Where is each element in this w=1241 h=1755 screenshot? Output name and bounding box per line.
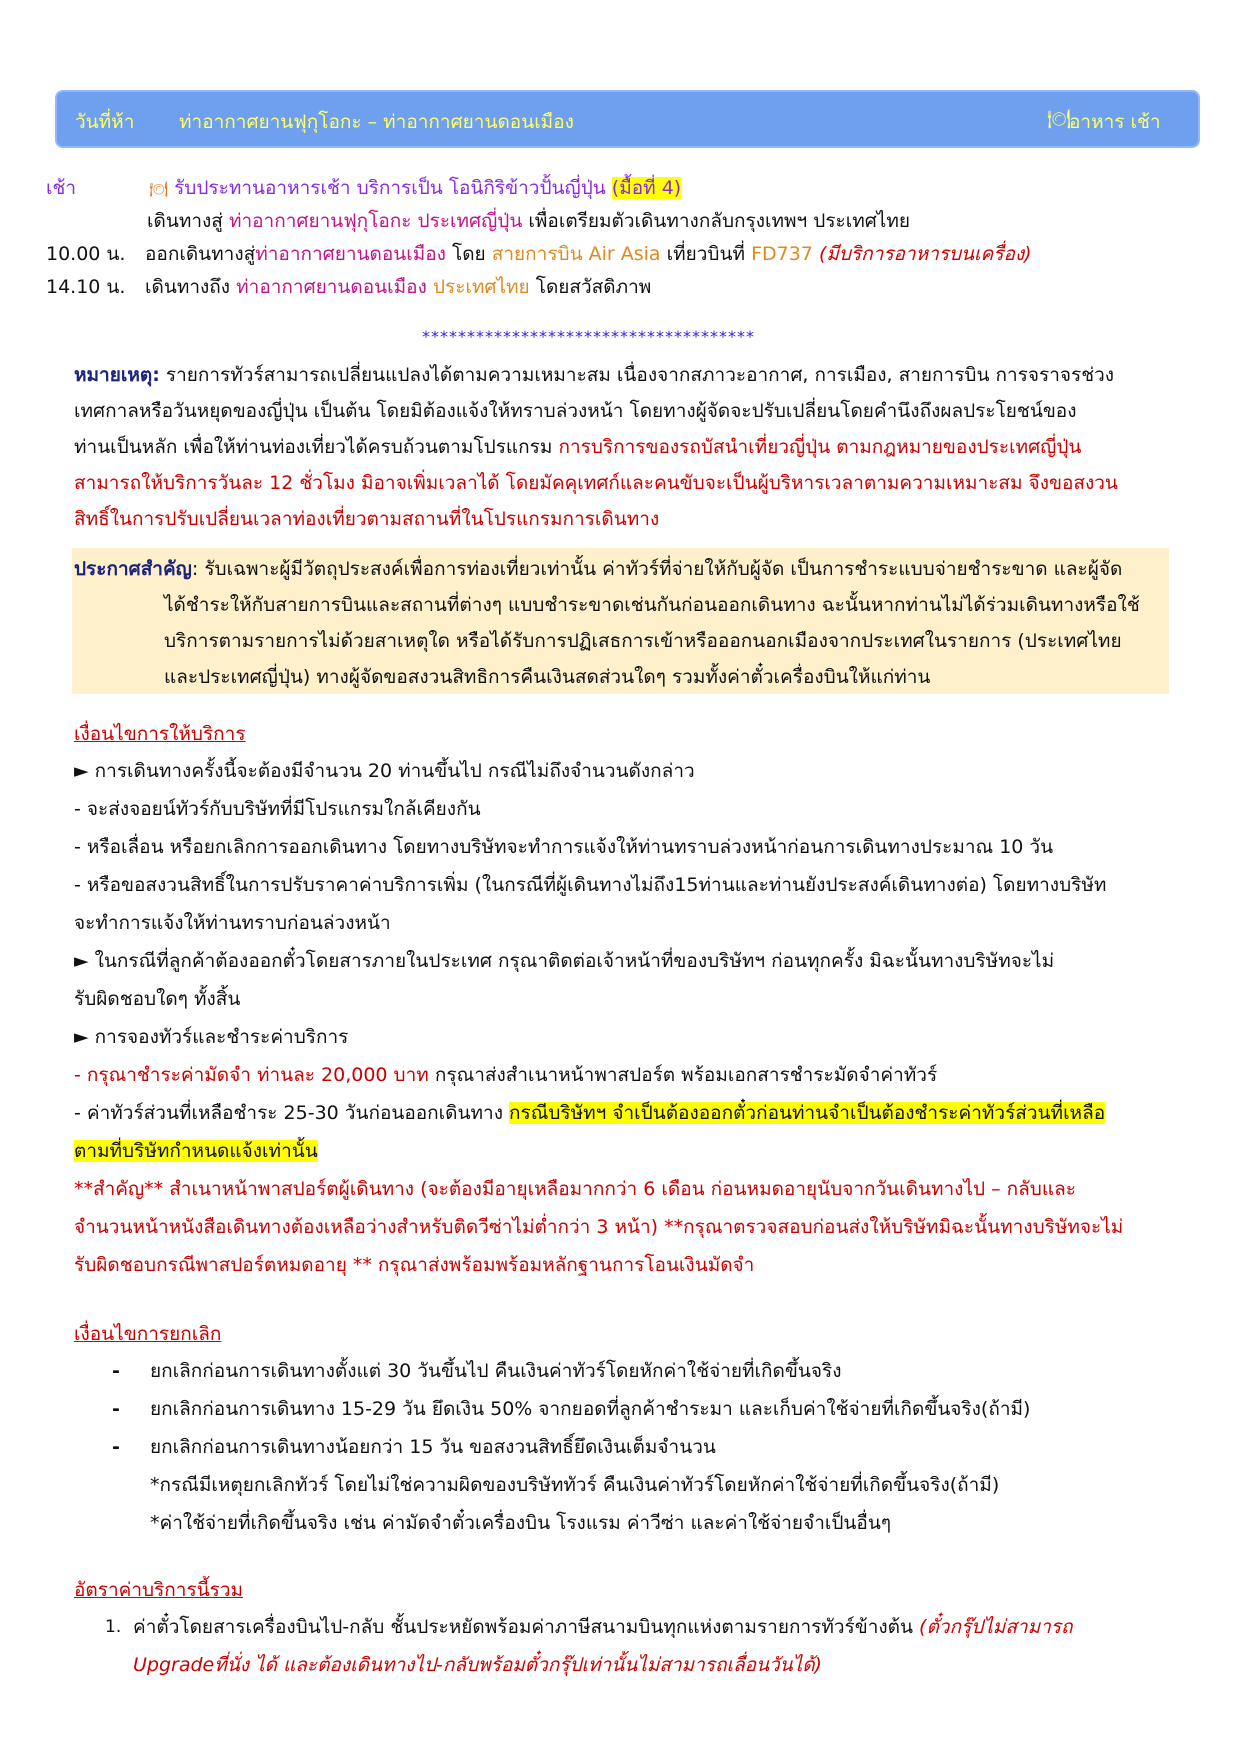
rates-line-1: ค่าตั๋วโดยสารเครื่องบินไป-กลับ ชั้นประหยัดพร้อมค่าภาษีสนามบินทุกแห่งตามรายการทัวร์ข้างต้น (ตั๋วกรุ๊ปไม่สามารถ [133,1616,1073,1638]
condition-line-4: - หรือขอสงวนสิทธิ์ในการปรับราคาค่าบริการเพิ่ม (ในกรณีที่ผู้เดินทางไม่ถึง15ท่านและท่านยังประสงค์เดินทางต่อ) โดยทางบริษัท [74,874,1107,896]
condition-line-10: - ค่าทัวร์ส่วนที่เหลือชำระ 25-30 วันก่อนออกเดินทาง กรณีบริษัทฯ จำเป็นต้องออกตั๋วก่อนท่านจำเป็นต้องชำระค่าทัวร์ส่วนที่เหลือ [74,1102,1106,1124]
day-header-bar [55,90,1200,148]
rates-item-number: 1. [105,1617,122,1637]
cancel-item-3: ยกเลิกก่อนการเดินทางน้อยกว่า 15 วัน ขอสงวนสิทธิ์ยึดเงินเต็มจำนวน [150,1436,716,1458]
meal-label: อาหาร เช้า [1069,111,1161,133]
remark-line-5: สิทธิ์ในการปรับเปลี่ยนเวลาท่องเที่ยวตามสถานที่ในโปรแกรมการเดินทาง [74,508,660,530]
condition-line-3: - หรือเลื่อน หรือยกเลิกการออกเดินทาง โดยทางบริษัทจะทำการแจ้งให้ท่านทราบล่วงหน้าก่อนการเดินทางประมาณ 10 วัน [74,836,1054,858]
rates-title: อัตราค่าบริการนี้รวม [74,1579,244,1601]
schedule-row-breakfast [149,171,681,206]
schedule-row-departure: ออกเดินทางสู่ท่าอากาศยานดอนเมือง โดย สายการบิน Air Asia เที่ยวบินที่ FD737 (มีบริการอาหารบนเครื่อง) [145,243,1032,265]
meal-icon: 🍽 [1047,108,1072,130]
condition-line-2: - จะส่งจอยน์ทัวร์กับบริษัทที่มีโปรแกรมใกล้เคียงกัน [74,798,481,820]
notice-line-3: บริการตามรายการไม่ด้วยสาเหตุใด หรือได้รับการปฏิเสธการเข้าหรือออกนอกเมืองจากประเทศในรายการ (ประเทศไทย [164,630,1122,652]
meal-icon: 🍽 [149,180,169,198]
condition-line-6: ► ในกรณีที่ลูกค้าต้องออกตั๋วโดยสารภายในประเทศ กรุณาติดต่อเจ้าหน้าที่ของบริษัทฯ ก่อนทุกครั้ง มิฉะนั้นทางบริษัทจะไม่ [74,950,1055,972]
condition-line-1: ► การเดินทางครั้งนี้จะต้องมีจำนวน 20 ท่านขึ้นไป กรณีไม่ถึงจำนวนดังกล่าว [74,760,695,782]
notice-line-2: ได้ชำระให้กับสายการบินและสถานที่ต่างๆ แบบชำระขาดเช่นกันก่อนออกเดินทาง ฉะนั้นหากท่านไม่ได้ร่วมเดินทางหรือใช้ [164,594,1140,616]
day-label: วันที่ห้า [75,111,135,133]
condition-line-14: รับผิดชอบกรณีพาสปอร์ตหมดอายุ ** กรุณาส่งพร้อมพร้อมหลักฐานการโอนเงินมัดจำ [74,1254,755,1276]
rates-line-2: Upgradeที่นั่ง ได้ และต้องเดินทางไป-กลับพร้อมตั๋วกรุ๊ปเท่านั้นไม่สามารถเลื่อนวันได้) [133,1654,822,1676]
cancel-bullet-1: - [112,1360,120,1382]
airport-donmueang-arrival: ท่าอากาศยานดอนเมือง [236,276,427,298]
cancel-bullet-2: - [112,1398,120,1420]
condition-line-5: จะทำการแจ้งให้ท่านทราบก่อนล่วงหน้า [74,912,391,934]
cancel-item-2: ยกเลิกก่อนการเดินทาง 15-29 วัน ยึดเงิน 50% จากยอดที่ลูกค้าชำระมา และเก็บค่าใช้จ่ายที่เกิดขึ้นจริง(ถ้ามี) [150,1398,1031,1420]
schedule-time-1410: 14.10 น. [46,276,126,298]
separator-stars: ************************************* [422,327,755,346]
schedule-row-transfer: เดินทางสู่ ท่าอากาศยานฟุกุโอกะ ประเทศญี่ปุ่น เพื่อเตรียมตัวเดินทางกลับกรุงเทพฯ ประเทศไทย [147,210,911,232]
breakfast-text: รับประทานอาหารเช้า บริการเป็น โอนิกิริข้าวปั้นญี่ปุ่น [174,177,606,199]
conditions-title: เงื่อนไขการให้บริการ [74,723,246,745]
remark-line-1: หมายเหตุ: รายการทัวร์สามารถเปลี่ยนแปลงได้ตามความเหมาะสม เนื่องจากสภาวะอากาศ, การเมือง, สายการบิน การจราจรช่วง [74,364,1115,386]
airport-donmueang: ท่าอากาศยานดอนเมือง [255,243,446,265]
condition-line-7: รับผิดชอบใดๆ ทั้งสิ้น [74,988,241,1010]
condition-line-13: จำนวนหน้าหนังสือเดินทางต้องเหลือว่างสำหรับติดวีซ่าไม่ต่ำกว่า 3 หน้า) **กรุณาตรวจสอบก่อนส่งให้บริษัทมิฉะนั้นทางบริษัทจะไม่ [74,1216,1124,1238]
airport-fukuoka: ท่าอากาศยานฟุกุโอกะ ประเทศญี่ปุ่น [228,210,523,232]
remark-label: หมายเหตุ: [74,364,160,386]
country-thailand: ประเทศไทย [432,276,530,298]
flight-number: FD737 [751,243,813,265]
remark-line-4: สามารถให้บริการวันละ 12 ชั่วโมง มิอาจเพิ่มเวลาได้ โดยมัคคุเทศก์และคนขับจะเป็นผู้บริหารเวลาตามความเหมาะสม จึงขอสงวน [74,472,1118,494]
condition-line-8: ► การจองทัวร์และชำระค่าบริการ [74,1026,349,1048]
meal-number: (มื้อที่ 4) [611,177,682,199]
deposit-amount: - กรุณาชำระค่ามัดจำ ท่านละ 20,000 บาท [74,1064,429,1086]
notice-label: ประกาศสำคัญ [74,558,192,580]
notice-line-4: และประเทศญี่ปุ่น) ทางผู้จัดขอสงวนสิทธิการคืนเงินสดส่วนใดๆ รวมทั้งค่าตั๋วเครื่องบินให้แก่ท่าน [164,666,931,688]
schedule-time-morning: เช้า [46,177,77,199]
cancel-bullet-3: - [112,1436,120,1458]
remark-line-3: ท่านเป็นหลัก เพื่อให้ท่านท่องเที่ยวได้ครบถ้วนตามโปรแกรม การบริการของรถบัสนำเที่ยวญี่ปุ่น ตามกฎหมายของประเทศญี่ปุ่น [74,436,1082,458]
cancel-item-1: ยกเลิกก่อนการเดินทางตั้งแต่ 30 วันขึ้นไป คืนเงินค่าทัวร์โดยหักค่าใช้จ่ายที่เกิดขึ้นจริง [150,1360,842,1382]
notice-line-1: ประกาศสำคัญ: รับเฉพาะผู้มีวัตถุประสงค์เพื่อการท่องเที่ยวเท่านั้น ค่าทัวร์ที่จ่ายให้กับผู้จัด เป็นการชำระแบบจ่ายชำระขาด และผู้จัด [74,558,1123,580]
remark-line-2: เทศกาลหรือวันหยุดของญี่ปุ่น เป็นต้น โดยมิต้องแจ้งให้ทราบล่วงหน้า โดยทางผู้จัดจะปรับเปลี่ยนโดยคำนึงถึงผลประโยชน์ของ [74,400,1077,422]
condition-line-9: - กรุณาชำระค่ามัดจำ ท่านละ 20,000 บาท กรุณาส่งสำเนาหน้าพาสปอร์ต พร้อมเอกสารชำระมัดจำค่าทัวร์ [74,1064,938,1086]
cancel-note-1: *กรณีมีเหตุยกเลิกทัวร์ โดยไม่ใช่ความผิดของบริษัททัวร์ คืนเงินค่าทัวร์โดยหักค่าใช้จ่ายที่เกิดขึ้นจริง(ถ้ามี) [150,1474,1000,1496]
cancel-note-2: *ค่าใช้จ่ายที่เกิดขึ้นจริง เช่น ค่ามัดจำตั๋วเครื่องบิน โรงแรม ค่าวีซ่า และค่าใช้จ่ายจำเป็นอื่นๆ [150,1512,892,1534]
route-label: ท่าอากาศยานฟุกุโอกะ – ท่าอากาศยานดอนเมือง [179,111,574,133]
schedule-time-1000: 10.00 น. [46,243,126,265]
condition-line-11: ตามที่บริษัทกำหนดแจ้งเท่านั้น [74,1140,318,1162]
condition-line-12: **สำคัญ** สำเนาหน้าพาสปอร์ตผู้เดินทาง (จะต้องมีอายุเหลือมากกว่า 6 เดือน ก่อนหมดอายุนับจากวันเดินทางไป – กลับและ [74,1178,1076,1200]
airline-name: สายการบิน Air Asia [491,243,661,265]
meal-service-note: (มีบริการอาหารบนเครื่อง) [818,243,1032,265]
schedule-row-arrival: เดินทางถึง ท่าอากาศยานดอนเมือง ประเทศไทย โดยสวัสดิภาพ [145,276,652,298]
cancellation-title: เงื่อนไขการยกเลิก [74,1323,222,1345]
